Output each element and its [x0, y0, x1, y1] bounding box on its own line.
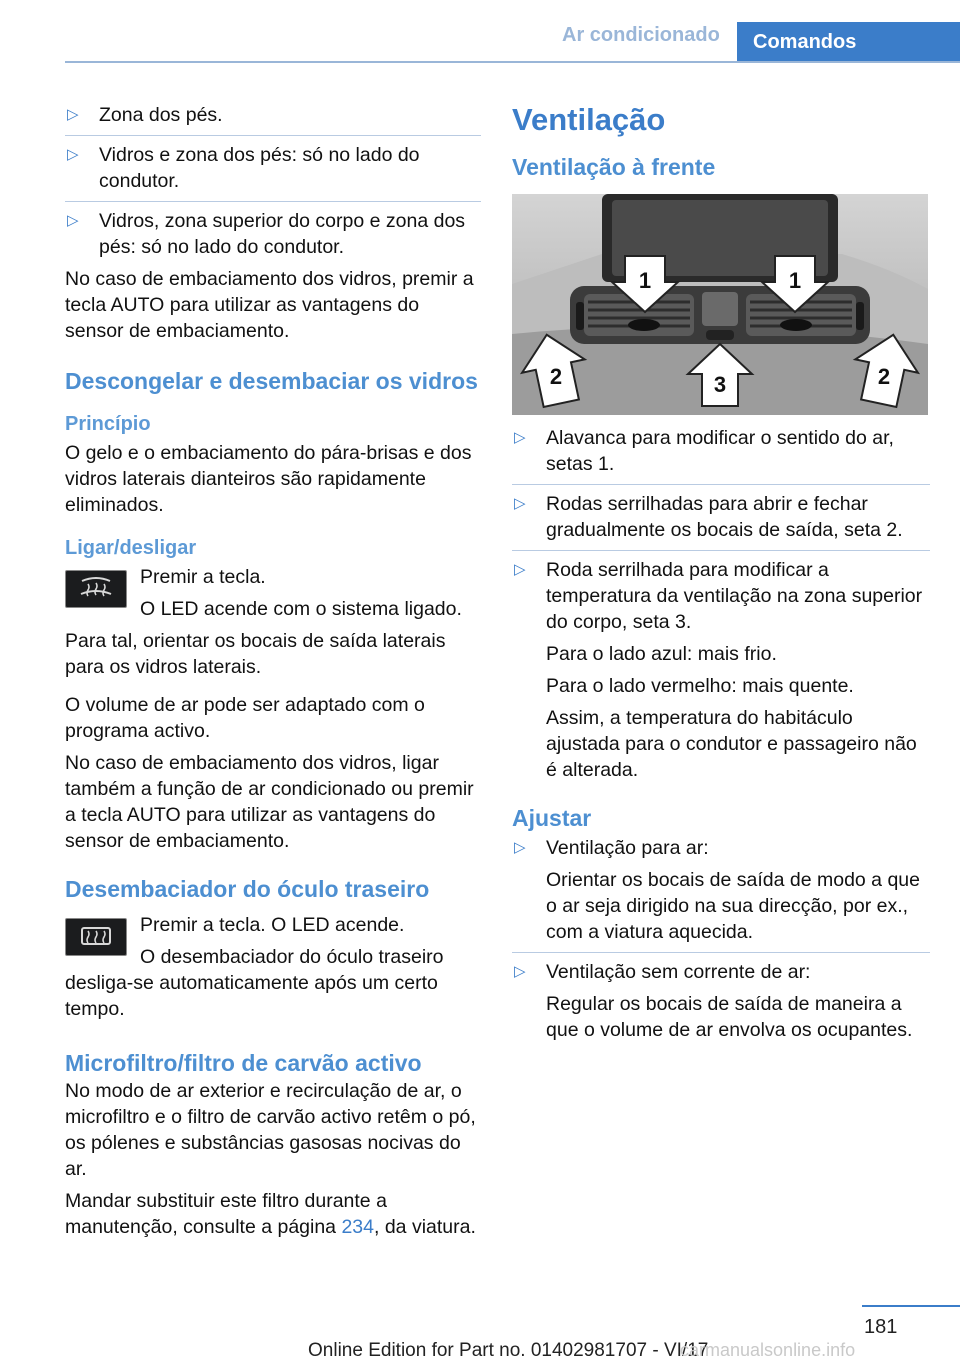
- figure-label-3: 3: [713, 372, 727, 397]
- heading-microfilter: Microfiltro/filtro de carvão activo: [65, 1050, 422, 1076]
- bullet-item: ▷ Roda serrilhada para modificar a temperatura da ventilação na zona superior do corpo, seta 3. Para o lado azul: mais frio. Para o lado vermelho: mais quente. Assim, a temperatura do habitáculo ajustada para o condutor e passageiro não é alterada.: [512, 557, 930, 783]
- page-header: [0, 0, 960, 62]
- edition-note: Online Edition for Part no. 01402981707 - VI/17: [308, 1340, 709, 1361]
- left-column: [65, 102, 481, 1246]
- bullet-item: ▷ Zona dos pés.: [67, 104, 223, 126]
- page-number: 181: [864, 1316, 898, 1338]
- heading-ventilation: Ventilação: [512, 102, 666, 137]
- bullet-arrow-icon: ▷: [514, 561, 526, 578]
- heading-principle: Princípio: [65, 413, 151, 435]
- page-reference-link[interactable]: 234: [341, 1216, 374, 1238]
- right-column: [512, 102, 930, 1049]
- figure-label-2b: 2: [877, 364, 891, 389]
- button1-line1: Premir a tecla.: [140, 566, 266, 588]
- bullet-item: ▷ Alavanca para modificar o sentido do ar, setas 1.: [514, 427, 894, 475]
- bullet-arrow-icon: ▷: [514, 495, 526, 512]
- button2-line1: Premir a tecla. O LED acende.: [140, 914, 405, 936]
- button2-line2: O desembaciador do óculo traseiro desliga-se automaticamente após um certo tempo.: [65, 946, 444, 1020]
- bullet-item: ▷ Vidros, zona superior do corpo e zona dos pés: só no lado do condutor.: [67, 210, 466, 258]
- paragraph-ac: No caso de embaciamento dos vidros, ligar também a função de ar condicionado ou premir a tecla AUTO para utilizar as vantagens do sensor de embaciamento.: [65, 752, 474, 852]
- bullet-item: ▷ Ventilação sem corrente de ar: Regular os bocais de saída de maneira a que o volume de ar envolva os ocupantes.: [514, 961, 913, 1041]
- bullet-arrow-icon: ▷: [67, 212, 79, 229]
- header-chapter-tab: [737, 22, 960, 62]
- paragraph-lateral: Para tal, orientar os bocais de saída laterais para os vidros laterais.: [65, 630, 446, 678]
- footer-rule: [862, 1305, 960, 1307]
- rear-window-defrost-button-icon: [65, 918, 127, 956]
- bullet-separator: [512, 550, 930, 551]
- figure-label-1b: 1: [788, 268, 802, 293]
- watermark: carmanualsonline.info: [680, 1340, 856, 1360]
- bullet-arrow-icon: ▷: [67, 146, 79, 163]
- figure-label-1a: 1: [638, 268, 652, 293]
- dashboard-vents-figure: [512, 194, 928, 415]
- subnote-temperature: Assim, a temperatura do habitáculo ajustada para o condutor e passageiro não é alterada.: [546, 707, 917, 781]
- button1-line2: O LED acende com o sistema ligado.: [140, 598, 462, 620]
- paragraph-auto: No caso de embaciamento dos vidros, premir a tecla AUTO para utilizar as vantagens do sensor de embaciamento.: [65, 268, 474, 342]
- paragraph-filter: No modo de ar exterior e recirculação de ar, o microfiltro e o filtro de carvão activo retêm o pó, os pólenes e substâncias gasosas nocivas do ar.: [65, 1080, 476, 1180]
- bullet-arrow-icon: ▷: [514, 429, 526, 446]
- subnote-blue: Para o lado azul: mais frio.: [546, 643, 777, 665]
- heading-front-ventilation: Ventilação à frente: [512, 154, 716, 180]
- bullet-separator: [65, 201, 481, 202]
- figure-label-2a: 2: [549, 364, 563, 389]
- subnote-red: Para o lado vermelho: mais quente.: [546, 675, 854, 697]
- rear-defrost-button-row: [65, 912, 481, 938]
- header-section-title: Ar condicionado: [562, 24, 720, 46]
- paragraph-replace: Mandar substituir este filtro durante a manutenção, consulte a página 234, da viatura.: [65, 1190, 476, 1238]
- paragraph-volume: O volume de ar pode ser adaptado com o programa activo.: [65, 694, 425, 742]
- bullet-item: ▷ Vidros e zona dos pés: só no lado do condutor.: [67, 144, 420, 192]
- heading-defrost: Descongelar e desembaciar os vidros: [65, 368, 478, 394]
- bullet-item: ▷ Ventilação para ar: Orientar os bocais de saída de modo a que o ar seja dirigido na sua direcção, por ex., com a viatura aquecida.: [514, 837, 920, 943]
- bullet-separator: [512, 484, 930, 485]
- bullet-arrow-icon: ▷: [514, 839, 526, 856]
- bullet-arrow-icon: ▷: [67, 106, 79, 123]
- bullet-separator: [512, 952, 930, 953]
- heading-rear-defroster: Desembaciador do óculo traseiro: [65, 876, 430, 902]
- paragraph-principle: O gelo e o embaciamento do pára-brisas e dos vidros laterais dianteiros são rapidamente eliminados.: [65, 442, 472, 516]
- bullet-item: ▷ Rodas serrilhadas para abrir e fechar gradualmente os bocais de saída, seta 2.: [514, 493, 903, 541]
- heading-adjust: Ajustar: [512, 805, 592, 831]
- heading-on-off: Ligar/desligar: [65, 537, 197, 559]
- defrost-button-row: [65, 564, 481, 622]
- header-chapter-label: Comandos: [753, 31, 857, 53]
- header-rule: [65, 61, 960, 63]
- windshield-defrost-button-icon: [65, 570, 127, 608]
- bullet-arrow-icon: ▷: [514, 963, 526, 980]
- bullet-separator: [65, 135, 481, 136]
- dashboard-vents-illustration: [512, 194, 928, 415]
